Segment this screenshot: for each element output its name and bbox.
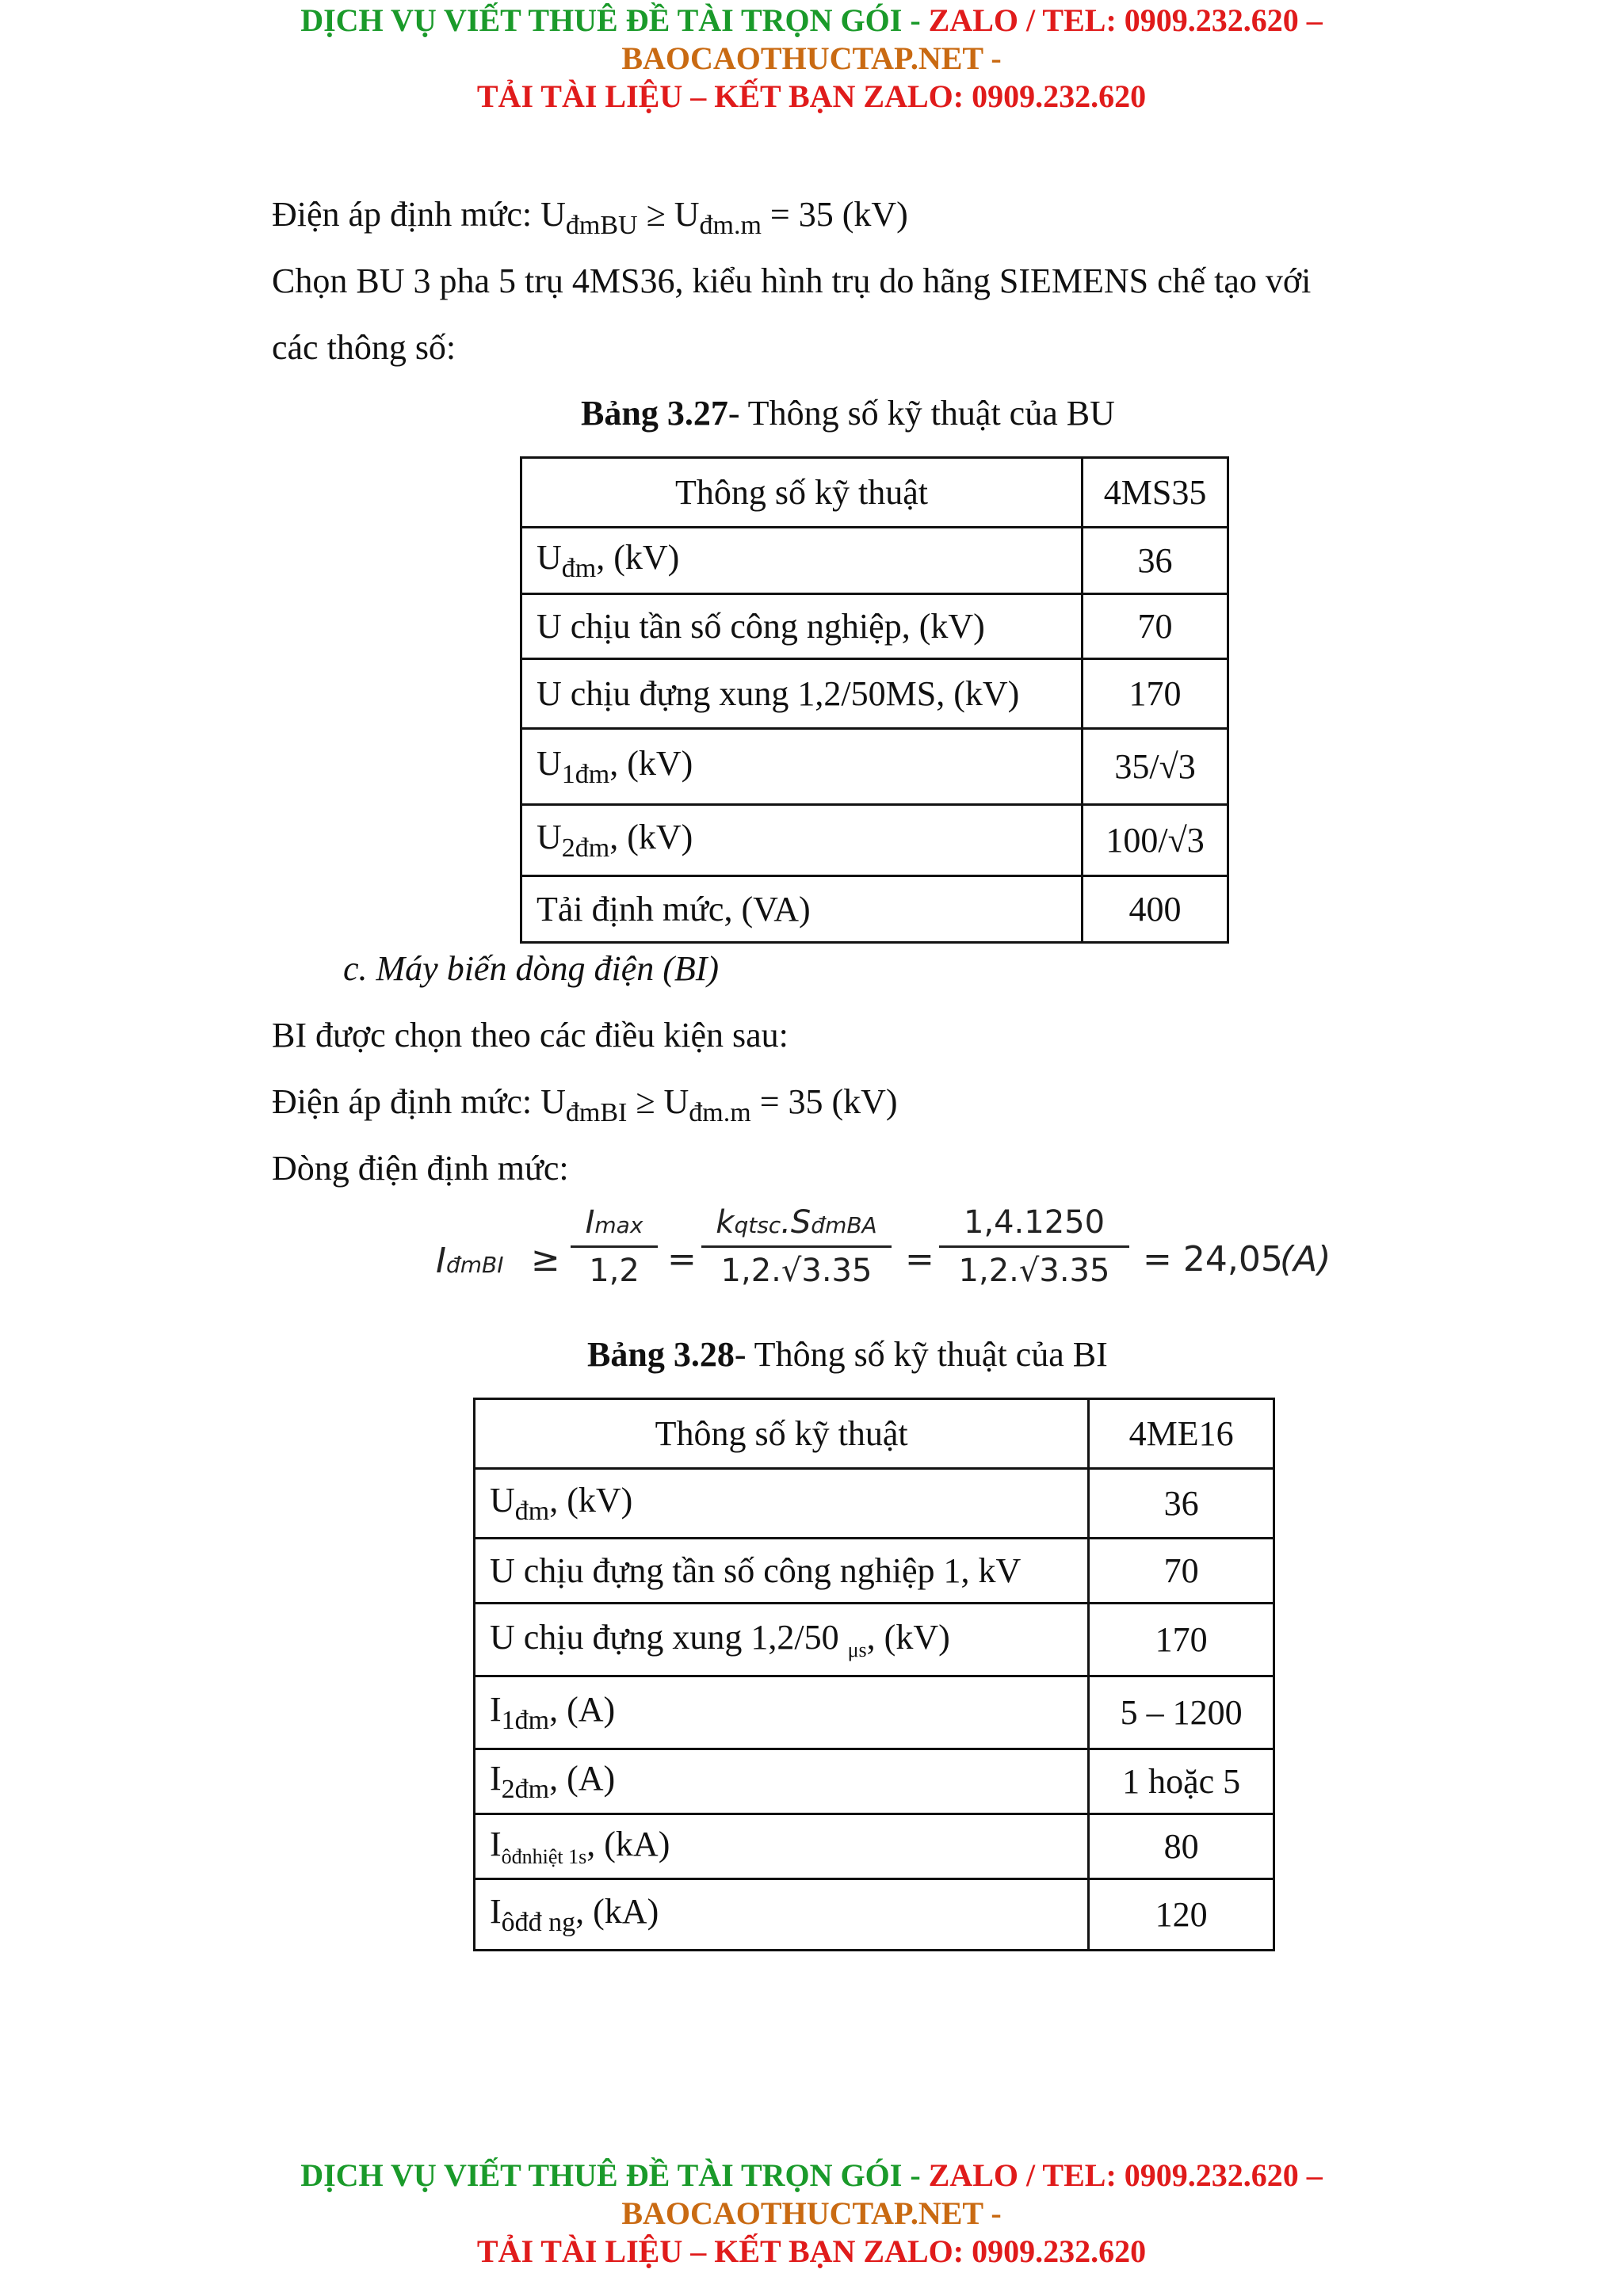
- banner-contact-text: ZALO / TEL: 0909.232.620 –: [928, 2, 1323, 38]
- subscript: 2đm: [501, 1775, 550, 1804]
- value-cell: 35/√3: [1083, 729, 1228, 805]
- subscript: max: [594, 1212, 643, 1238]
- table-row: [475, 1814, 1274, 1879]
- param-cell: [521, 729, 1083, 805]
- caption-number: Bảng 3.28: [587, 1335, 735, 1374]
- table-row: [521, 659, 1228, 729]
- subscript: ôđnhiệt 1s: [501, 1845, 587, 1868]
- table-header-row: [475, 1399, 1274, 1469]
- text: I: [436, 1241, 446, 1281]
- text: Điện áp định mức: U: [272, 1082, 566, 1121]
- subscript: đm: [514, 1497, 550, 1526]
- value-cell: 400: [1083, 876, 1228, 943]
- table-row: [521, 528, 1228, 594]
- value-cell: 36: [1089, 1469, 1274, 1539]
- subscript: đm.m: [699, 211, 762, 240]
- header-param: Thông số kỹ thuật: [475, 1399, 1089, 1469]
- value-cell: 170: [1089, 1604, 1274, 1676]
- formula-ge: ≥: [531, 1239, 560, 1280]
- value-cell: 36: [1083, 528, 1228, 594]
- bu-voltage-condition: [272, 193, 908, 247]
- text: = 35 (kV): [750, 1082, 898, 1121]
- caption-text: - Thông số kỹ thuật của BI: [734, 1335, 1108, 1374]
- table2-caption: [587, 1334, 1108, 1375]
- subscript: 1đm: [561, 760, 610, 789]
- text: ≥ U: [637, 195, 700, 234]
- text: ≥ U: [627, 1082, 689, 1121]
- denominator: 1,2: [571, 1245, 658, 1289]
- param-cell: [521, 528, 1083, 594]
- denominator: 1,2.√3.35: [701, 1245, 892, 1289]
- table-row: [475, 1604, 1274, 1676]
- text: U: [537, 538, 562, 577]
- bi-voltage-condition: [272, 1081, 898, 1135]
- table-row: [521, 805, 1228, 876]
- value-cell: 1 hoặc 5: [1089, 1749, 1274, 1814]
- text: k: [716, 1204, 735, 1241]
- table-row: [475, 1676, 1274, 1749]
- banner-service-text: DỊCH VỤ VIẾT THUÊ ĐỀ TÀI TRỌN GÓI -: [300, 2, 921, 38]
- caption-text: - Thông số kỹ thuật của BU: [727, 394, 1115, 433]
- text: Điện áp định mức: U: [272, 195, 566, 234]
- numerator: [701, 1204, 892, 1245]
- text: , (kA): [575, 1892, 659, 1931]
- param-cell: U chịu tần số công nghiệp, (kV): [521, 594, 1083, 659]
- text: , (A): [549, 1759, 616, 1798]
- text: .S: [781, 1204, 812, 1241]
- banner-service-text: DỊCH VỤ VIẾT THUÊ ĐỀ TÀI TRỌN GÓI -: [300, 2157, 921, 2193]
- bu-spec-table: [520, 456, 1229, 944]
- text: , (kA): [586, 1825, 670, 1863]
- text: I: [490, 1690, 502, 1729]
- text: , (kV): [866, 1618, 950, 1657]
- subscript: đmBI: [445, 1252, 504, 1278]
- subscript: ôđđ ng: [501, 1908, 576, 1937]
- denominator: 1,2.√3.35: [939, 1245, 1129, 1289]
- subscript: μs: [847, 1638, 867, 1661]
- text: U: [537, 818, 562, 856]
- param-cell: [475, 1469, 1089, 1539]
- section-c-heading: c. Máy biến dòng điện (BI): [343, 949, 720, 988]
- banner-website: BAOCAOTHUCTAP.NET -: [621, 2195, 1002, 2231]
- subscript: qtsc: [734, 1212, 781, 1238]
- fraction-2: [701, 1204, 892, 1289]
- text: , (kV): [609, 818, 693, 856]
- rated-current-formula: [436, 1196, 1347, 1315]
- subscript: đmBU: [565, 211, 638, 240]
- numerator: 1,4.1250: [963, 1204, 1106, 1241]
- fraction-1: [571, 1204, 658, 1289]
- formula-result: = 24,05: [1143, 1239, 1283, 1280]
- value-cell: 70: [1083, 594, 1228, 659]
- text: I: [490, 1759, 502, 1798]
- banner-download-text: TẢI TÀI LIỆU – KẾT BẠN ZALO: 0909.232.620: [476, 2233, 1147, 2269]
- value-cell: 5 – 1200: [1089, 1676, 1274, 1749]
- formula-eq-2: =: [905, 1239, 934, 1280]
- text: U: [490, 1481, 515, 1520]
- table-row: [521, 594, 1228, 659]
- param-cell: U chịu đựng tần số công nghiệp 1, kV: [475, 1539, 1089, 1604]
- table-row: [521, 876, 1228, 943]
- numerator: [571, 1204, 658, 1245]
- value-cell: 100/√3: [1083, 805, 1228, 876]
- param-cell: U chịu đựng xung 1,2/50MS, (kV): [521, 659, 1083, 729]
- value-cell: 70: [1089, 1539, 1274, 1604]
- text: U chịu đựng xung 1,2/50: [490, 1618, 848, 1657]
- param-cell: [475, 1749, 1089, 1814]
- table-row: [475, 1539, 1274, 1604]
- value-cell: 80: [1089, 1814, 1274, 1879]
- subscript: đmBA: [811, 1212, 877, 1238]
- table-row: [521, 729, 1228, 805]
- table-row: [475, 1879, 1274, 1951]
- formula-lhs: [436, 1241, 504, 1281]
- formula-unit: (A): [1280, 1239, 1331, 1280]
- subscript: đmBI: [565, 1098, 628, 1127]
- param-cell: [521, 805, 1083, 876]
- subscript: đm: [561, 554, 597, 583]
- bi-spec-table: [473, 1398, 1275, 1951]
- banner-download-text: TẢI TÀI LIỆU – KẾT BẠN ZALO: 0909.232.620: [476, 78, 1147, 114]
- footer-banner: [0, 2157, 1623, 2271]
- text: I: [585, 1204, 595, 1241]
- param-cell: [475, 1676, 1089, 1749]
- text: I: [490, 1892, 502, 1931]
- param-cell: [475, 1814, 1089, 1879]
- caption-number: Bảng 3.27: [581, 394, 728, 433]
- value-cell: 170: [1083, 659, 1228, 729]
- banner-website: BAOCAOTHUCTAP.NET -: [621, 40, 1002, 76]
- text: , (A): [549, 1690, 616, 1729]
- header-model: 4MS35: [1083, 458, 1228, 528]
- param-cell: Tải định mức, (VA): [521, 876, 1083, 943]
- bi-conditions: BI được chọn theo các điều kiện sau:: [272, 1016, 789, 1055]
- text: U: [537, 744, 562, 783]
- formula-eq-1: =: [667, 1239, 697, 1280]
- text: = 35 (kV): [761, 195, 908, 234]
- subscript: 2đm: [561, 833, 610, 863]
- choose-bu-line-1: Chọn BU 3 pha 5 trụ 4MS36, kiểu hình trụ do hãng SIEMENS chế tạo với: [272, 261, 1312, 300]
- text: I: [490, 1825, 502, 1863]
- table-row: [475, 1469, 1274, 1539]
- banner-contact-text: ZALO / TEL: 0909.232.620 –: [928, 2157, 1323, 2193]
- param-cell: [475, 1604, 1089, 1676]
- text: , (kV): [609, 744, 693, 783]
- subscript: đm.m: [689, 1098, 751, 1127]
- table1-caption: [581, 393, 1115, 433]
- text: , (kV): [549, 1481, 633, 1520]
- value-cell: 120: [1089, 1879, 1274, 1951]
- table-row: [475, 1749, 1274, 1814]
- header-param: Thông số kỹ thuật: [521, 458, 1083, 528]
- header-model: 4ME16: [1089, 1399, 1274, 1469]
- choose-bu-line-2: các thông số:: [272, 328, 456, 367]
- table-header-row: [521, 458, 1228, 528]
- param-cell: [475, 1879, 1089, 1951]
- rated-current-label: Dòng điện định mức:: [272, 1149, 569, 1188]
- subscript: 1đm: [501, 1706, 550, 1735]
- text: , (kV): [596, 538, 680, 577]
- fraction-3: [939, 1204, 1129, 1289]
- header-banner: [0, 2, 1623, 116]
